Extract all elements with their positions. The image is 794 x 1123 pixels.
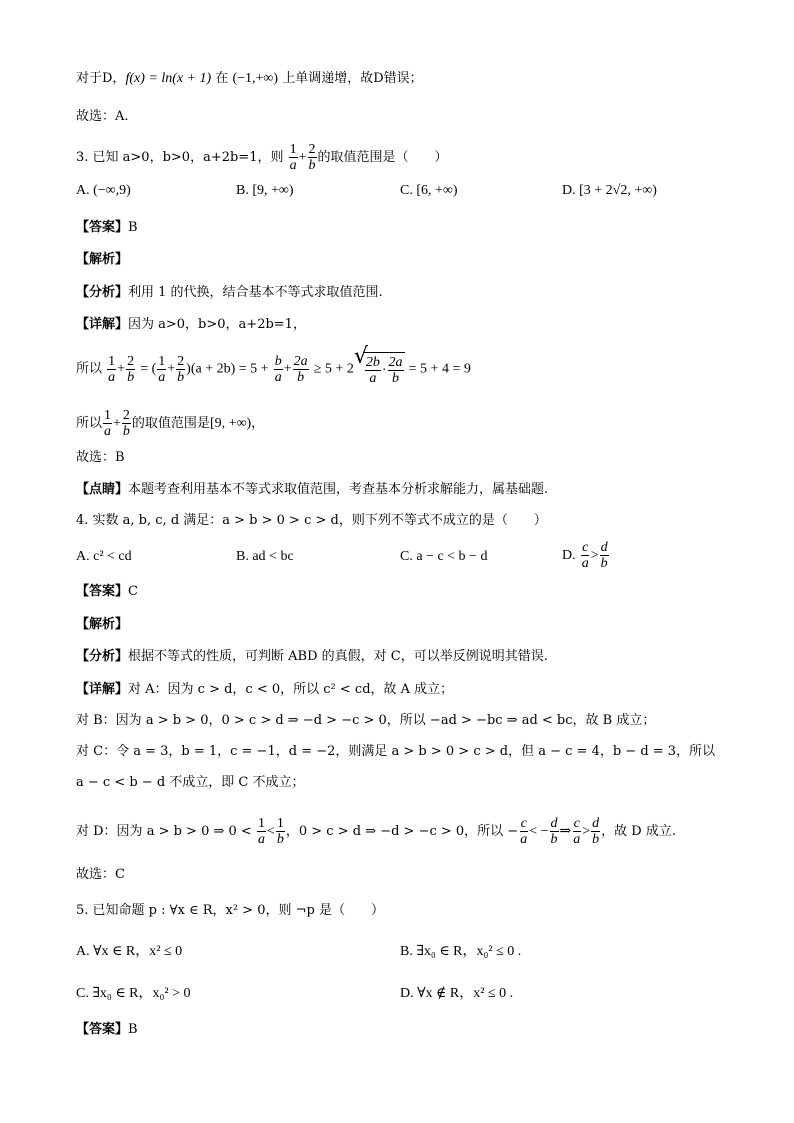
question-5-stem: 5. 已知命题 p : ∀x ∈ R，x² > 0，则 ¬p 是（ ） bbox=[76, 903, 384, 918]
text-line-choose-a: 故选：A. bbox=[76, 109, 129, 124]
q3-answer: 【答案】B bbox=[76, 220, 138, 235]
q4-option-b: B. ad < bc bbox=[236, 549, 294, 564]
q3-dianjing: 【点睛】本题考查利用基本不等式求取值范围，考查基本分析求解能力，属基础题. bbox=[76, 482, 549, 497]
q3-option-b: B. [9, +∞) bbox=[236, 183, 294, 198]
q4-detail-d: 对 D：因为 a > b > 0 ⇒ 0 < $\frac{1}{a}$ < $\frac{1}{b}$ ，0 > c > d ⇒ −d > −c > 0，所以 − $\frac{c}{a}$ < − $\frac{d}{b}$ ⇒ $\frac{c}{a}$ > $\frac{d}{b}$ ，故 D 成立. bbox=[76, 816, 676, 847]
q3-range: 所以 $\frac{1}{a}$ + $\frac{2}{b}$ 的取值范围是[9, +∞)， bbox=[76, 408, 265, 439]
q5-option-b: B. ∃x₀ ∈ R，x₀² ≤ 0 . bbox=[400, 944, 522, 959]
q4-detail-c1: 对 C：令 a = 3，b = 1，c = −1，d = −2，则满足 a > b > 0 > c > d，但 a − c = 4，b − d = 3，所以 bbox=[76, 744, 716, 759]
q3-choose: 故选：B bbox=[76, 450, 125, 465]
square-root: √ $\frac{2b}{a}$ · $\frac{2a}{b}$ bbox=[353, 344, 403, 386]
q4-detail-a: 【详解】对 A：因为 c > d，c < 0，所以 c² < cd，故 A 成立； bbox=[76, 682, 454, 697]
q3-jiexi: 【解析】 bbox=[76, 252, 129, 267]
q4-choose: 故选：C bbox=[76, 867, 125, 882]
q4-detail-c2: a − c < b − d 不成立，即 C 不成立； bbox=[76, 775, 305, 790]
q5-option-d: D. ∀x ∉ R，x² ≤ 0 . bbox=[400, 986, 514, 1001]
q3-detail: 【详解】因为 a>0，b>0，a+2b=1， bbox=[76, 317, 306, 332]
interval: (−1,+∞) bbox=[232, 71, 279, 86]
fraction: $\frac{1}{a}$ bbox=[289, 142, 297, 173]
q3-option-a: A. (−∞,9) bbox=[76, 183, 131, 198]
fraction: $\frac{2}{b}$ bbox=[308, 142, 316, 173]
q4-answer: 【答案】C bbox=[76, 584, 138, 599]
q5-option-c: C. ∃x₀ ∈ R，x₀² > 0 bbox=[76, 986, 191, 1001]
formula: f(x) = ln(x + 1) bbox=[125, 71, 212, 86]
q5-answer: 【答案】B bbox=[76, 1022, 138, 1037]
q3-calculation: 所以 $\frac{1}{a}$ + $\frac{2}{b}$ = ( $\frac{1}{a}$ + $\frac{2}{b}$ )(a + 2b) = 5 + $\frac{b}{a}$ + $\frac{2a}{b}$ ≥ 5 + 2 √ $\frac{2b}{a}$ · $\frac{2a}{b}$ = 5 + 4 = 9 bbox=[76, 344, 471, 386]
q4-option-c: C. a − c < b − d bbox=[400, 549, 488, 564]
q4-detail-b: 对 B：因为 a > b > 0，0 > c > d ⇒ −d > −c > 0，所以 −ad > −bc ⇒ ad < bc，故 B 成立； bbox=[76, 713, 656, 728]
question-4-stem: 4. 实数 a, b, c, d 满足：a > b > 0 > c > d，则下列不等式不成立的是（ ） bbox=[76, 513, 547, 528]
q3-fenxi: 【分析】利用 1 的代换，结合基本不等式求取值范围. bbox=[76, 285, 383, 300]
q4-option-d: D. $\frac{c}{a}$ > $\frac{d}{b}$ bbox=[562, 540, 608, 571]
q4-jiexi: 【解析】 bbox=[76, 617, 129, 632]
q3-option-c: C. [6, +∞) bbox=[400, 183, 458, 198]
q4-fenxi: 【分析】根据不等式的性质，可判断 ABD 的真假，对 C，可以举反例说明其错误. bbox=[76, 649, 548, 664]
q4-option-a: A. c² < cd bbox=[76, 549, 132, 564]
q3-option-d: D. [3 + 2√2, +∞) bbox=[562, 183, 657, 198]
question-3-stem: 3. 已知 a>0，b>0，a+2b=1，则 $\frac{1}{a}$ + $\frac{2}{b}$ 的取值范围是（ ） bbox=[76, 142, 448, 173]
text-line-1: 对于D，f(x) = ln(x + 1) 在 (−1,+∞) 上单调递增，故D错误； bbox=[76, 71, 423, 86]
q5-option-a: A. ∀x ∈ R，x² ≤ 0 bbox=[76, 944, 183, 959]
